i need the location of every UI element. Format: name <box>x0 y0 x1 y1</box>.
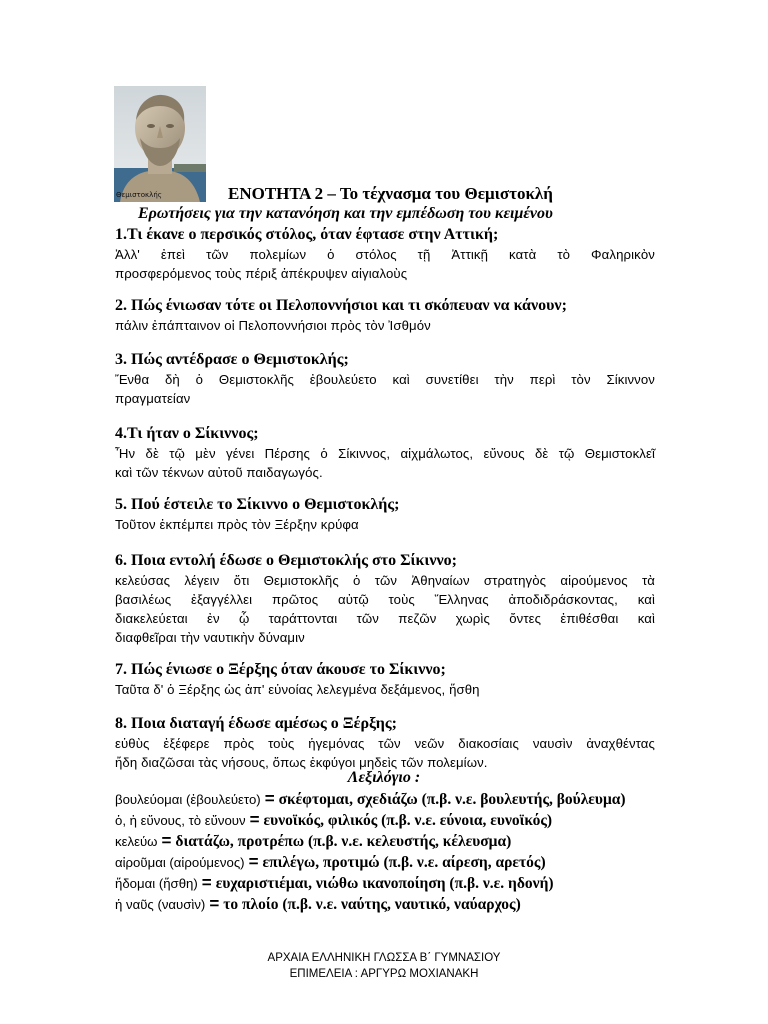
lexicon-equals: = <box>264 789 275 808</box>
lexicon-equals: = <box>209 894 220 913</box>
question-text: 1.Τι έκανε ο περσικός στόλος, όταν έφτασε στην Αττική; <box>115 226 499 243</box>
lexicon-term: βουλεύομαι (ἐβουλεύετο) <box>115 792 261 807</box>
lexicon-equals: = <box>161 831 172 850</box>
footer-line-author: ΕΠΙΜΕΛΕΙΑ : ΑΡΓΥΡΩ ΜΟΧΙΑΝΑΚΗ <box>289 968 479 980</box>
question-block-1 <box>115 225 655 283</box>
lexicon-list <box>115 789 655 915</box>
question-block-6 <box>115 551 655 647</box>
answer-line: Ταῦτα δ' ὁ Ξέρξης ὡς ἀπ' εὐνοίας λελεγμένα δεξάμενος, ἥσθη <box>115 682 480 697</box>
lexicon-entry <box>115 894 655 915</box>
answer-line: διακελεύεται ἐν ᾧ ταράττονται τῶν πεζῶν χωρὶς ὄντες ἐπιθέσθαι καὶ <box>115 611 655 626</box>
lexicon-definition: ευχαριστιέμαι, νιώθω ικανοποίηση (π.β. ν.ε. ηδονή) <box>215 875 554 892</box>
page-footer <box>0 950 768 982</box>
answer-line: εὐθὺς ἐξέφερε πρὸς τοὺς ἡγεμόνας τῶν νεῶν διακοσίαις ναυσὶν ἀναχθέντας <box>115 736 655 751</box>
lexicon-equals: = <box>248 852 259 871</box>
lexicon-definition: το πλοίο (π.β. ν.ε. ναύτης, ναυτικό, ναύαρχος) <box>223 896 521 913</box>
answer-line: βασιλέως ἐξαγγέλλει πρῶτος αὐτῷ τοὺς Ἕλληνας ἀποδιδράσκοντας, καὶ <box>115 592 655 607</box>
lexicon-entry <box>115 873 655 894</box>
bust-illustration <box>114 86 206 202</box>
answer-line: Τοῦτον ἐκπέμπει πρὸς τὸν Ξέρξην κρύφα <box>115 517 359 532</box>
answer-line: Ἀλλ' ἐπεὶ τῶν πολεμίων ὁ στόλος τῇ Ἀττικῇ κατὰ τὸ Φαληρικὸν <box>115 247 655 262</box>
answer-line: διαφθεῖραι τὴν ναυτικὴν δύναμιν <box>115 630 305 645</box>
lexicon-entry <box>115 831 655 852</box>
question-text: 3. Πώς αντέδρασε ο Θεμιστοκλής; <box>115 351 349 368</box>
answer-line: Ἦν δὲ τῷ μὲν γένει Πέρσης ὁ Σίκιννος, αἰχμάλωτος, εὔνους δὲ τῷ Θεμιστοκλεῖ <box>115 446 655 461</box>
lexicon-definition: επιλέγω, προτιμώ (π.β. ν.ε. αίρεση, αρετός) <box>262 854 546 871</box>
question-block-2 <box>115 296 655 335</box>
question-text: 8. Ποια διαταγή έδωσε αμέσως ο Ξέρξης; <box>115 715 397 732</box>
question-text: 5. Πού έστειλε το Σίκιννο ο Θεμιστοκλής; <box>115 496 400 513</box>
answer-line: κελεύσας λέγειν ὅτι Θεμιστοκλῆς ὁ τῶν Ἀθηναίων στρατηγὸς αἱρούμενος τὰ <box>115 573 655 588</box>
portrait-caption: Θεμιστοκλής <box>116 191 162 199</box>
answer-line: καὶ τῶν τέκνων αὐτοῦ παιδαγωγός. <box>115 465 323 480</box>
themistocles-portrait-image <box>114 86 206 202</box>
lexicon-definition: ευνοϊκός, φιλικός (π.β. ν.ε. εύνοια, ευνοϊκός) <box>263 812 553 829</box>
lexicon-term: ἡ ναῦς (ναυσὶν) <box>115 897 206 912</box>
lexicon-entry <box>115 789 655 810</box>
page-title: ΕΝΟΤΗΤΑ 2 – Το τέχνασμα του Θεμιστοκλή <box>228 184 553 203</box>
lexicon-heading: Λεξιλόγιο : <box>347 769 421 786</box>
question-text: 7. Πώς ένιωσε ο Ξέρξης όταν άκουσε το Σίκιννο; <box>115 661 446 678</box>
lexicon-equals: = <box>201 873 212 892</box>
answer-line: ἤδη διαζῶσαι τὰς νήσους, ὅπως ἐκφύγοι μηδεὶς τῶν πολεμίων. <box>115 755 488 770</box>
lexicon-term: ὁ, ἡ εὔνους, τὸ εὔνουν <box>115 813 246 828</box>
page-subtitle: Ερωτήσεις για την κατανόηση και την εμπέδωση του κειμένου <box>138 205 553 222</box>
answer-line: προσφερόμενος τοὺς πέριξ ἀπέκρυψεν αἰγιαλοὺς <box>115 266 408 281</box>
answer-line: Ἔνθα δὴ ὁ Θεμιστοκλῆς ἐβουλεύετο καὶ συνετίθει τὴν περὶ τὸν Σίκιννον <box>115 372 655 387</box>
answer-line: πάλιν ἐπάπταινον οἱ Πελοποννήσιοι πρὸς τὸν Ἰσθμόν <box>115 318 431 333</box>
lexicon-term: κελεύω <box>115 834 158 849</box>
question-block-8 <box>115 714 655 772</box>
question-block-5 <box>115 495 655 534</box>
question-block-4 <box>115 424 655 482</box>
answer-line: πραγματείαν <box>115 391 191 406</box>
question-text: 2. Πώς ένιωσαν τότε οι Πελοποννήσιοι και τι σκόπευαν να κάνουν; <box>115 297 567 314</box>
lexicon-term: αἱροῦμαι (αἱρούμενος) <box>115 855 245 870</box>
lexicon-term: ἥδομαι (ἥσθη) <box>115 876 198 891</box>
lexicon-equals: = <box>249 810 260 829</box>
question-block-7 <box>115 660 655 699</box>
question-text: 6. Ποια εντολή έδωσε ο Θεμιστοκλής στο Σίκιννο; <box>115 552 457 569</box>
lexicon-definition: διατάζω, προτρέπω (π.β. ν.ε. κελευστής, κέλευσμα) <box>175 833 512 850</box>
lexicon-definition: σκέφτομαι, σχεδιάζω (π.β. ν.ε. βουλευτής, βούλευμα) <box>278 791 626 808</box>
question-block-3 <box>115 350 655 408</box>
lexicon-entry <box>115 852 655 873</box>
lexicon-entry <box>115 810 655 831</box>
question-text: 4.Τι ήταν ο Σίκιννος; <box>115 425 259 442</box>
footer-line-course: ΑΡΧΑΙΑ ΕΛΛΗΝΙΚΗ ΓΛΩΣΣΑ Β΄ ΓΥΜΝΑΣΙΟΥ <box>267 952 501 964</box>
